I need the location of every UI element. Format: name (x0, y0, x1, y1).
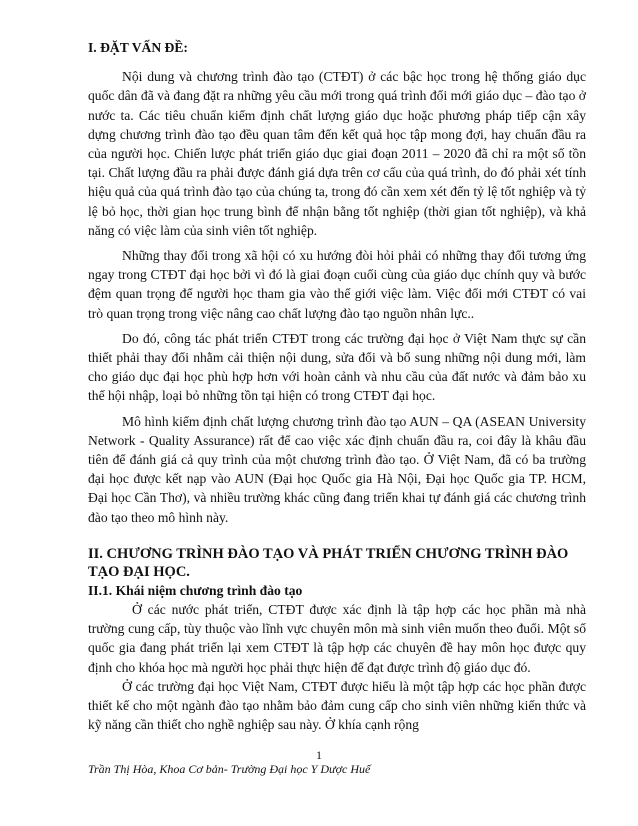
section-heading-2-line2: TẠO ĐẠI HỌC. (88, 563, 190, 580)
page-number: 1 (316, 748, 322, 762)
section-heading-2-line1: II. CHƯƠNG TRÌNH ĐÀO TẠO VÀ PHÁT TRIỂN CHƯƠNG TRÌNH ĐÀO (88, 545, 569, 562)
paragraph-5: Ở các nước phát triển, CTĐT được xác định là tập hợp các học phần mà nhà trường cung cấp, tùy thuộc vào lĩnh vực chuyên môn mà sinh viên muốn theo đuổi. Một số quốc gia đang phát triển lại xem CTĐT là tập hợp các chuyên đề hay môn học được quy định cho khóa học mà người học phải thực hiện để đạt được trình độ giáo dục đó. (88, 602, 586, 675)
section-heading-1: I. ĐẶT VẤN ĐỀ: (88, 40, 188, 55)
subsection-heading: II.1. Khái niệm chương trình đào tạo (88, 582, 303, 598)
paragraph-1: Nội dung và chương trình đào tạo (CTĐT) ở các bậc học trong hệ thống giáo dục quốc dân đã và đang đặt ra những yêu cầu mới trong quá trình đổi mới giáo dục – đào tạo ở nước ta. Các tiêu chuẩn kiểm định chất lượng giáo dục hoặc phương pháp tiếp cận xây dựng chương trình đào tạo đều quan tâm đến kết quả học tập mong đợi, hay chuẩn đầu ra của người học. Chiến lược phát triển giáo dục giai đoạn 2011 – 2020 đã chỉ ra một số tồn tại. Chất lượng đầu ra phải được đánh giá dựa trên cơ cấu của quá trình, do đó phải xét tính hiệu quả của quá trình đào tạo của chúng ta, trong đó cần xem xét đến tỷ lệ tốt nghiệp và tỷ lệ bỏ học, thời gian học trung bình để nhận bằng tốt nghiệp (thời gian tốt nghiệp), và khả năng có việc làm của sinh viên tốt nghiệp. (88, 69, 586, 238)
paragraph-2: Những thay đổi trong xã hội có xu hướng đòi hỏi phải có những thay đổi tương ứng ngay trong CTĐT đại học bởi vì đó là giai đoạn cuối cùng của giáo dục chính quy và bước đệm quan trọng để người học tham gia vào thế giới việc làm. Việc đổi mới CTĐT có vai trò quan trọng trong việc nâng cao chất lượng đào tạo nguồn nhân lực.. (88, 248, 586, 321)
paragraph-6: Ở các trường đại học Việt Nam, CTĐT được hiểu là một tập hợp các học phần được thiết kế cho một ngành đào tạo nhằm bảo đảm cung cấp cho sinh viên những kiến thức và kỹ năng cần thiết cho nghề nghiệp sau này. Ở khía cạnh rộng (88, 678, 586, 733)
document-body (88, 38, 586, 735)
paragraph-3: Do đó, công tác phát triển CTĐT trong các trường đại học ở Việt Nam thực sự cần thiết phải thay đổi nhằm cải thiện nội dung, sửa đổi và bổ sung những nội dung mới, làm cho giáo dục đại học phù hợp hơn với hoàn cảnh và nhu cầu của đất nước và đảm bảo xu thế hội nhập, loại bỏ những tồn tại hiện có trong CTĐT đại học. (88, 330, 586, 404)
page-footer: Trần Thị Hòa, Khoa Cơ bản- Trường Đại học Y Dược Huế (88, 762, 371, 776)
paragraph-4: Mô hình kiểm định chất lượng chương trình đào tạo AUN – QA (ASEAN University Network - Quality Assurance) rất để cao việc xác định chuẩn đầu ra, coi đây là khâu đầu tiên để đánh giá cả quy trình của một chương trình đào tạo. Ở Việt Nam, đã có ba trường đại học được kết nạp vào AUN (Đại học Quốc gia Hà Nội, Đại học Quốc gia TP. HCM, Đại học Cần Thơ), và nhiều trường khác cũng đang triển khai tự đánh giá các chương trình đào tạo theo mô hình này. (88, 413, 586, 525)
